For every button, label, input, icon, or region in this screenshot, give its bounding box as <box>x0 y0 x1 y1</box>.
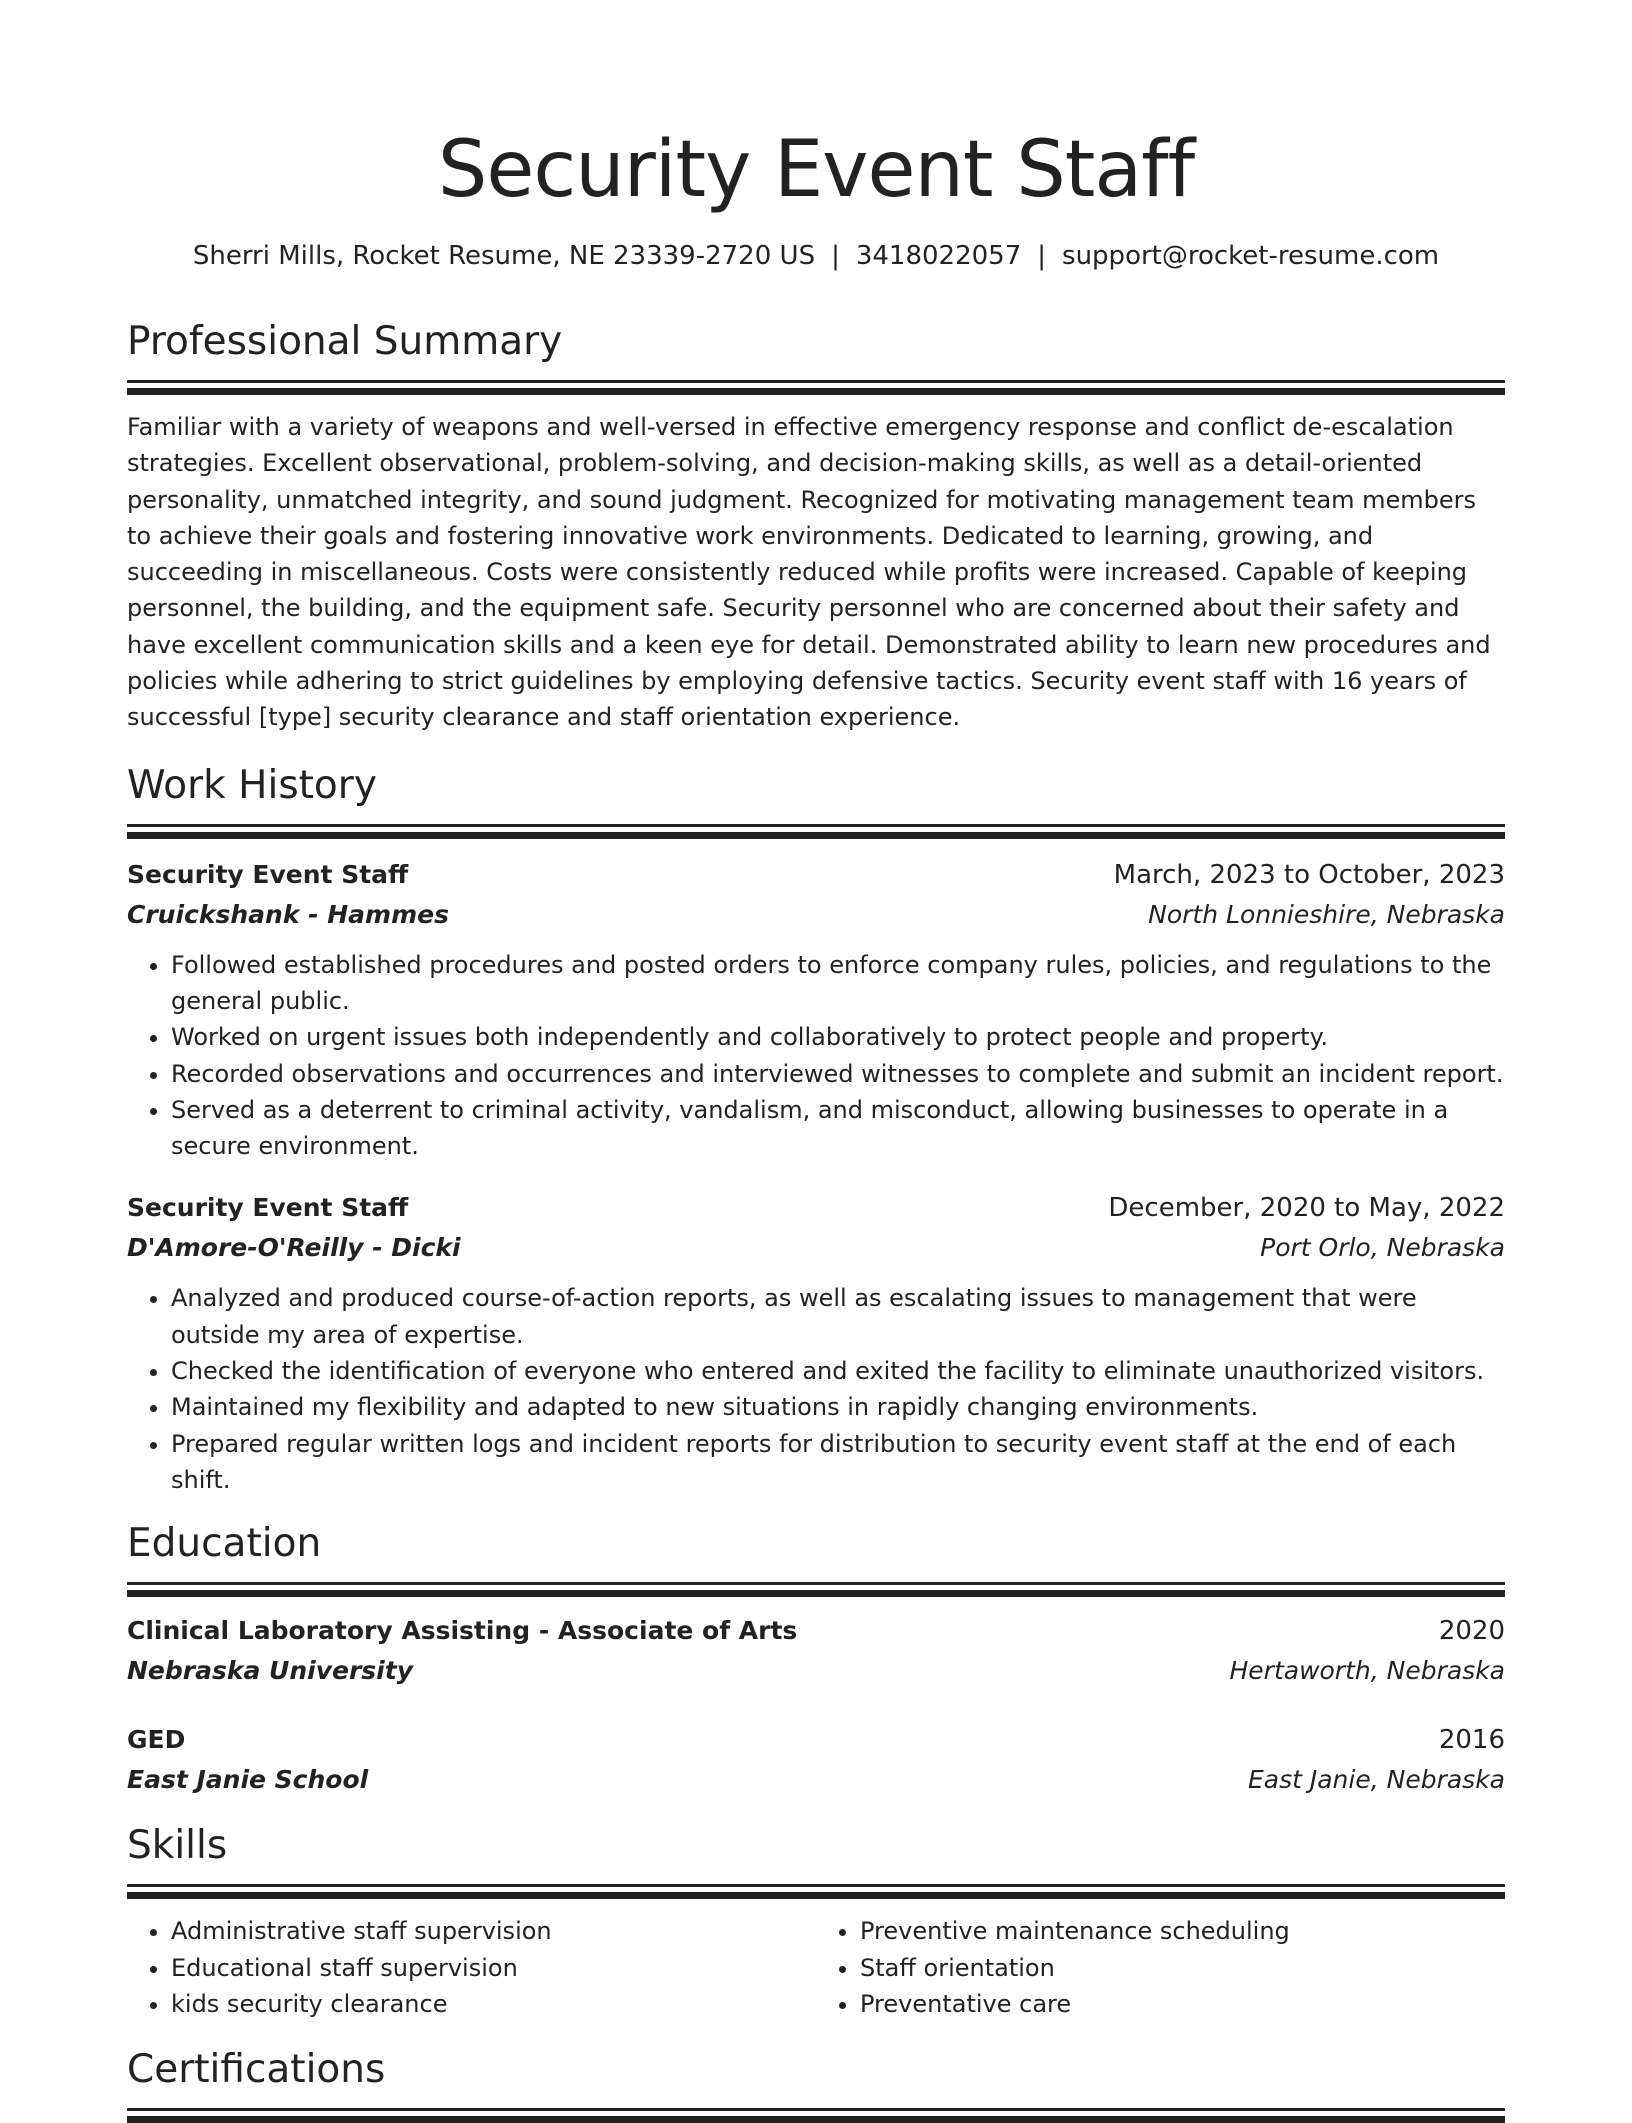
skills-section <box>127 1822 1505 2022</box>
list-item: • Administrative staff supervision <box>171 1913 816 1949</box>
graduation-year: 2020 <box>1438 1616 1505 1647</box>
list-item: • Preventative care <box>860 1986 1505 2022</box>
job-location: Port Orlo, Nebraska <box>1260 1233 1505 1263</box>
graduation-year: 2016 <box>1438 1725 1505 1756</box>
company-name: D'Amore-O'Reilly - Dicki <box>127 1233 461 1263</box>
list-item: • Worked on urgent issues both independently and collaboratively to protect people and property. <box>171 1019 1505 1055</box>
list-item: • Followed established procedures and posted orders to enforce company rules, policies, and regulations to the general public. <box>171 947 1505 1020</box>
contact-address: Sherri Mills, Rocket Resume, NE 23339-2720 US <box>192 241 816 271</box>
summary-section <box>127 318 1505 736</box>
contact-separator: | <box>831 241 840 271</box>
work-entry <box>127 855 1505 1165</box>
summary-text: Familiar with a variety of weapons and well-versed in effective emergency response and conflict de-escalation strategies. Excellent observational, problem-solving, and decision-making skills, as well as a detail-oriented personality, unmatched integrity, and sound judgment. Recognized for motivating management team members to achieve their goals and fostering innovative work environments. Dedicated to learning, growing, and succeeding in miscellaneous. Costs were consistently reduced while profits were increased. Capable of keeping personnel, the building, and the equipment safe. Security personnel who are concerned about their safety and have excellent communication skills and a keen eye for detail. Demonstrated ability to learn new procedures and policies while adhering to strict guidelines by employing defensive tactics. Security event staff with 16 years of successful [type] security clearance and staff orientation experience. <box>127 413 1491 732</box>
section-divider <box>127 1590 1505 1597</box>
skills-list <box>127 1913 1505 2022</box>
work-entry-header <box>127 855 1505 895</box>
list-item: • Maintained my flexibility and adapted to new situations in rapidly changing environments. <box>171 1389 1505 1425</box>
contact-email: support@rocket-resume.com <box>1062 241 1440 271</box>
degree-name: Clinical Laboratory Assisting - Associate of Arts <box>127 1616 798 1646</box>
list-item: • Preventive maintenance scheduling <box>860 1913 1505 1949</box>
work-entry-subheader <box>127 1228 1505 1268</box>
section-title-certifications: Certifications <box>127 2047 386 2093</box>
section-divider <box>127 1582 1505 1585</box>
list-item: • Staff orientation <box>860 1950 1505 1986</box>
education-entry <box>127 1611 1505 1691</box>
job-bullets <box>127 947 1505 1165</box>
school-name: Nebraska University <box>127 1656 413 1686</box>
list-item: • Checked the identification of everyone who entered and exited the facility to eliminate unauthorized visitors. <box>171 1353 1505 1389</box>
job-bullets <box>127 1280 1505 1498</box>
school-location: East Janie, Nebraska <box>1247 1765 1505 1795</box>
section-divider <box>127 380 1505 383</box>
resume-name: Security Event Staff <box>437 125 1195 215</box>
section-divider <box>127 388 1505 395</box>
section-divider <box>127 2116 1505 2123</box>
job-title: Security Event Staff <box>127 859 409 889</box>
section-title-skills: Skills <box>127 1823 228 1869</box>
section-title-summary: Professional Summary <box>127 319 563 364</box>
degree-name: GED <box>127 1725 186 1755</box>
list-item: • Served as a deterrent to criminal activity, vandalism, and misconduct, allowing businesses to operate in a secure environment. <box>171 1092 1505 1165</box>
contact-phone: 3418022057 <box>855 241 1022 271</box>
section-divider <box>127 832 1505 839</box>
education-entry <box>127 1720 1505 1800</box>
section-title-education: Education <box>127 1521 322 1567</box>
school-location: Hertaworth, Nebraska <box>1229 1656 1505 1686</box>
certifications-section <box>127 2046 1505 2123</box>
school-name: East Janie School <box>127 1765 369 1795</box>
contact-separator: | <box>1037 241 1047 271</box>
skills-column-left <box>127 1913 816 2022</box>
job-title: Security Event Staff <box>127 1193 409 1223</box>
work-entry-header <box>127 1188 1505 1228</box>
company-name: Cruickshank - Hammes <box>127 899 449 929</box>
education-entry-subheader <box>127 1651 1505 1691</box>
section-divider <box>127 824 1505 827</box>
job-dates: March, 2023 to October, 2023 <box>1113 859 1505 890</box>
work-section <box>127 762 1505 1499</box>
skills-column-right <box>816 1913 1505 2022</box>
section-divider <box>127 1892 1505 1899</box>
section-title-work: Work History <box>127 762 377 808</box>
section-divider <box>127 2108 1505 2111</box>
list-item: • Educational staff supervision <box>171 1950 816 1986</box>
list-item: • Recorded observations and occurrences and interviewed witnesses to complete and submit an incident report. <box>171 1056 1505 1092</box>
work-entry <box>127 1188 1505 1498</box>
list-item: • kids security clearance <box>171 1986 816 2022</box>
contact-line <box>127 238 1505 274</box>
education-entry-header <box>127 1720 1505 1760</box>
section-divider <box>127 1884 1505 1887</box>
list-item: • Prepared regular written logs and incident reports for distribution to security event staff at the end of each shift. <box>171 1426 1505 1499</box>
education-entry-header <box>127 1611 1505 1651</box>
work-entry-subheader <box>127 895 1505 935</box>
education-entry-subheader <box>127 1760 1505 1800</box>
job-location: North Lonnieshire, Nebraska <box>1148 899 1505 929</box>
job-dates: December, 2020 to May, 2022 <box>1108 1193 1505 1224</box>
list-item: • Analyzed and produced course-of-action reports, as well as escalating issues to management that were outside my area of expertise. <box>171 1280 1505 1353</box>
education-section <box>127 1520 1505 1800</box>
